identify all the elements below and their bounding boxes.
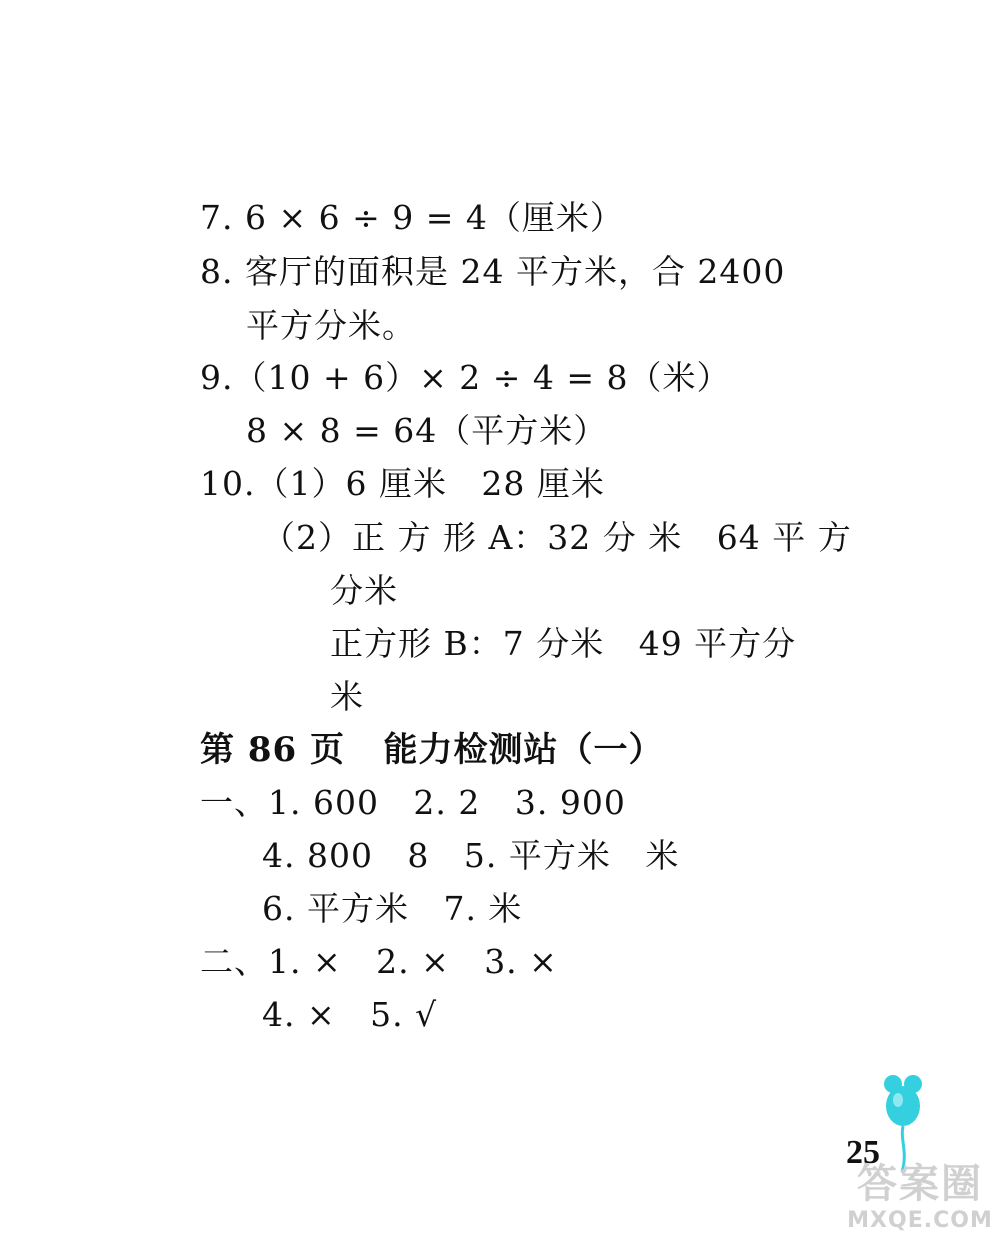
- part-1-line-1: 一、1. 600 2. 2 3. 900: [200, 783, 626, 822]
- answer-10-part-1: 10.（1）6 厘米 28 厘米: [200, 464, 605, 503]
- answer-10-part-2-line-1: （2）正 方 形 A：32 分 米 64 平 方: [262, 518, 852, 557]
- section-heading: 第 86 页 能力检测站（一）: [200, 730, 664, 770]
- answer-8-line-1: 8. 客厅的面积是 24 平方米，合 2400: [200, 252, 786, 291]
- page-number: 25: [846, 1134, 880, 1171]
- watermark-logo-text: 答案圈: [857, 1161, 983, 1207]
- part-1-line-3: 6. 平方米 7. 米: [262, 889, 523, 928]
- answer-9-line-1: 9.（10 + 6）× 2 ÷ 4 = 8（米）: [200, 358, 731, 397]
- part-2-line-2: 4. × 5. √: [262, 995, 438, 1034]
- part-2-line-1: 二、1. × 2. × 3. ×: [200, 942, 558, 981]
- answer-10-part-2-line-4: 米: [330, 677, 364, 716]
- answer-8-line-2: 平方分米。: [246, 306, 416, 345]
- answer-10-part-2-line-2: 分米: [330, 571, 398, 610]
- answer-7: 7. 6 × 6 ÷ 9 = 4（厘米）: [200, 198, 624, 237]
- part-1-line-2: 4. 800 8 5. 平方米 米: [262, 836, 680, 875]
- watermark: [845, 1160, 995, 1234]
- answer-9-line-2: 8 × 8 = 64（平方米）: [246, 411, 608, 450]
- watermark-url: MXQE.COM: [847, 1208, 993, 1233]
- answer-10-part-2-line-3: 正方形 B：7 分米 49 平方分: [330, 624, 797, 663]
